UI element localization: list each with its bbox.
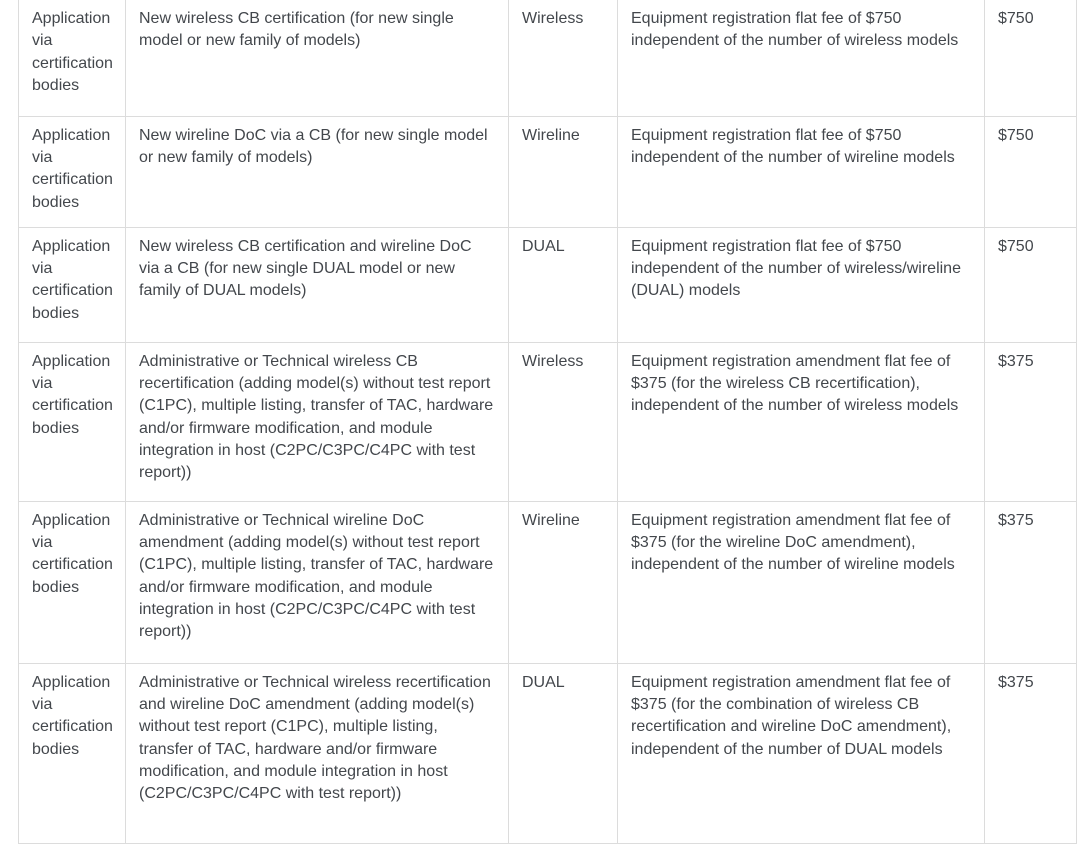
fees-table-container xyxy=(18,0,1077,844)
cell-fee-description: Equipment registration flat fee of $750 independent of the number of wireline models xyxy=(618,116,985,227)
cell-fee-amount: $750 xyxy=(985,116,1077,227)
cell-equipment-type: DUAL xyxy=(509,227,618,342)
table-row xyxy=(19,0,1077,116)
table-row xyxy=(19,116,1077,227)
cell-service-description: New wireless CB certification and wireline DoC via a CB (for new single DUAL model or new family of DUAL models) xyxy=(126,227,509,342)
cell-service-description: Administrative or Technical wireless CB recertification (adding model(s) without test report (C1PC), multiple listing, transfer of TAC, hardware and/or firmware modification, and module integration in host (C2PC/C3PC/C4PC with test report)) xyxy=(126,342,509,501)
cell-fee-description: Equipment registration amendment flat fee of $375 (for the combination of wireless CB recertification and wireline DoC amendment), independent of the number of DUAL models xyxy=(618,663,985,843)
cell-service-description: Administrative or Technical wireline DoC amendment (adding model(s) without test report (C1PC), multiple listing, transfer of TAC, hardware and/or firmware modification, and module integration in host (C2PC/C3PC/C4PC with test report)) xyxy=(126,501,509,663)
cell-fee-amount: $375 xyxy=(985,501,1077,663)
cell-service-description: New wireline DoC via a CB (for new single model or new family of models) xyxy=(126,116,509,227)
cell-equipment-type: Wireless xyxy=(509,0,618,116)
cell-fee-description: Equipment registration flat fee of $750 independent of the number of wireless/wireline (DUAL) models xyxy=(618,227,985,342)
cell-fee-amount: $750 xyxy=(985,227,1077,342)
cell-application-method: Application via certification bodies xyxy=(19,227,126,342)
cell-fee-description: Equipment registration amendment flat fee of $375 (for the wireline DoC amendment), independent of the number of wireline models xyxy=(618,501,985,663)
cell-equipment-type: DUAL xyxy=(509,663,618,843)
cell-fee-amount: $375 xyxy=(985,342,1077,501)
cell-equipment-type: Wireline xyxy=(509,501,618,663)
table-row xyxy=(19,501,1077,663)
cell-application-method: Application via certification bodies xyxy=(19,501,126,663)
cell-application-method: Application via certification bodies xyxy=(19,116,126,227)
cell-service-description: Administrative or Technical wireless recertification and wireline DoC amendment (adding model(s) without test report (C1PC), multiple listing, transfer of TAC, hardware and/or firmware modification, and module integration in host (C2PC/C3PC/C4PC with test report)) xyxy=(126,663,509,843)
cell-equipment-type: Wireless xyxy=(509,342,618,501)
cell-service-description: New wireless CB certification (for new single model or new family of models) xyxy=(126,0,509,116)
table-row xyxy=(19,342,1077,501)
table-row xyxy=(19,227,1077,342)
cell-fee-amount: $750 xyxy=(985,0,1077,116)
cell-application-method: Application via certification bodies xyxy=(19,342,126,501)
cell-fee-amount: $375 xyxy=(985,663,1077,843)
cell-fee-description: Equipment registration flat fee of $750 independent of the number of wireless models xyxy=(618,0,985,116)
cell-application-method: Application via certification bodies xyxy=(19,0,126,116)
cell-fee-description: Equipment registration amendment flat fee of $375 (for the wireless CB recertification), independent of the number of wireless models xyxy=(618,342,985,501)
cell-equipment-type: Wireline xyxy=(509,116,618,227)
table-row xyxy=(19,663,1077,843)
cell-application-method: Application via certification bodies xyxy=(19,663,126,843)
fees-table xyxy=(18,0,1077,844)
